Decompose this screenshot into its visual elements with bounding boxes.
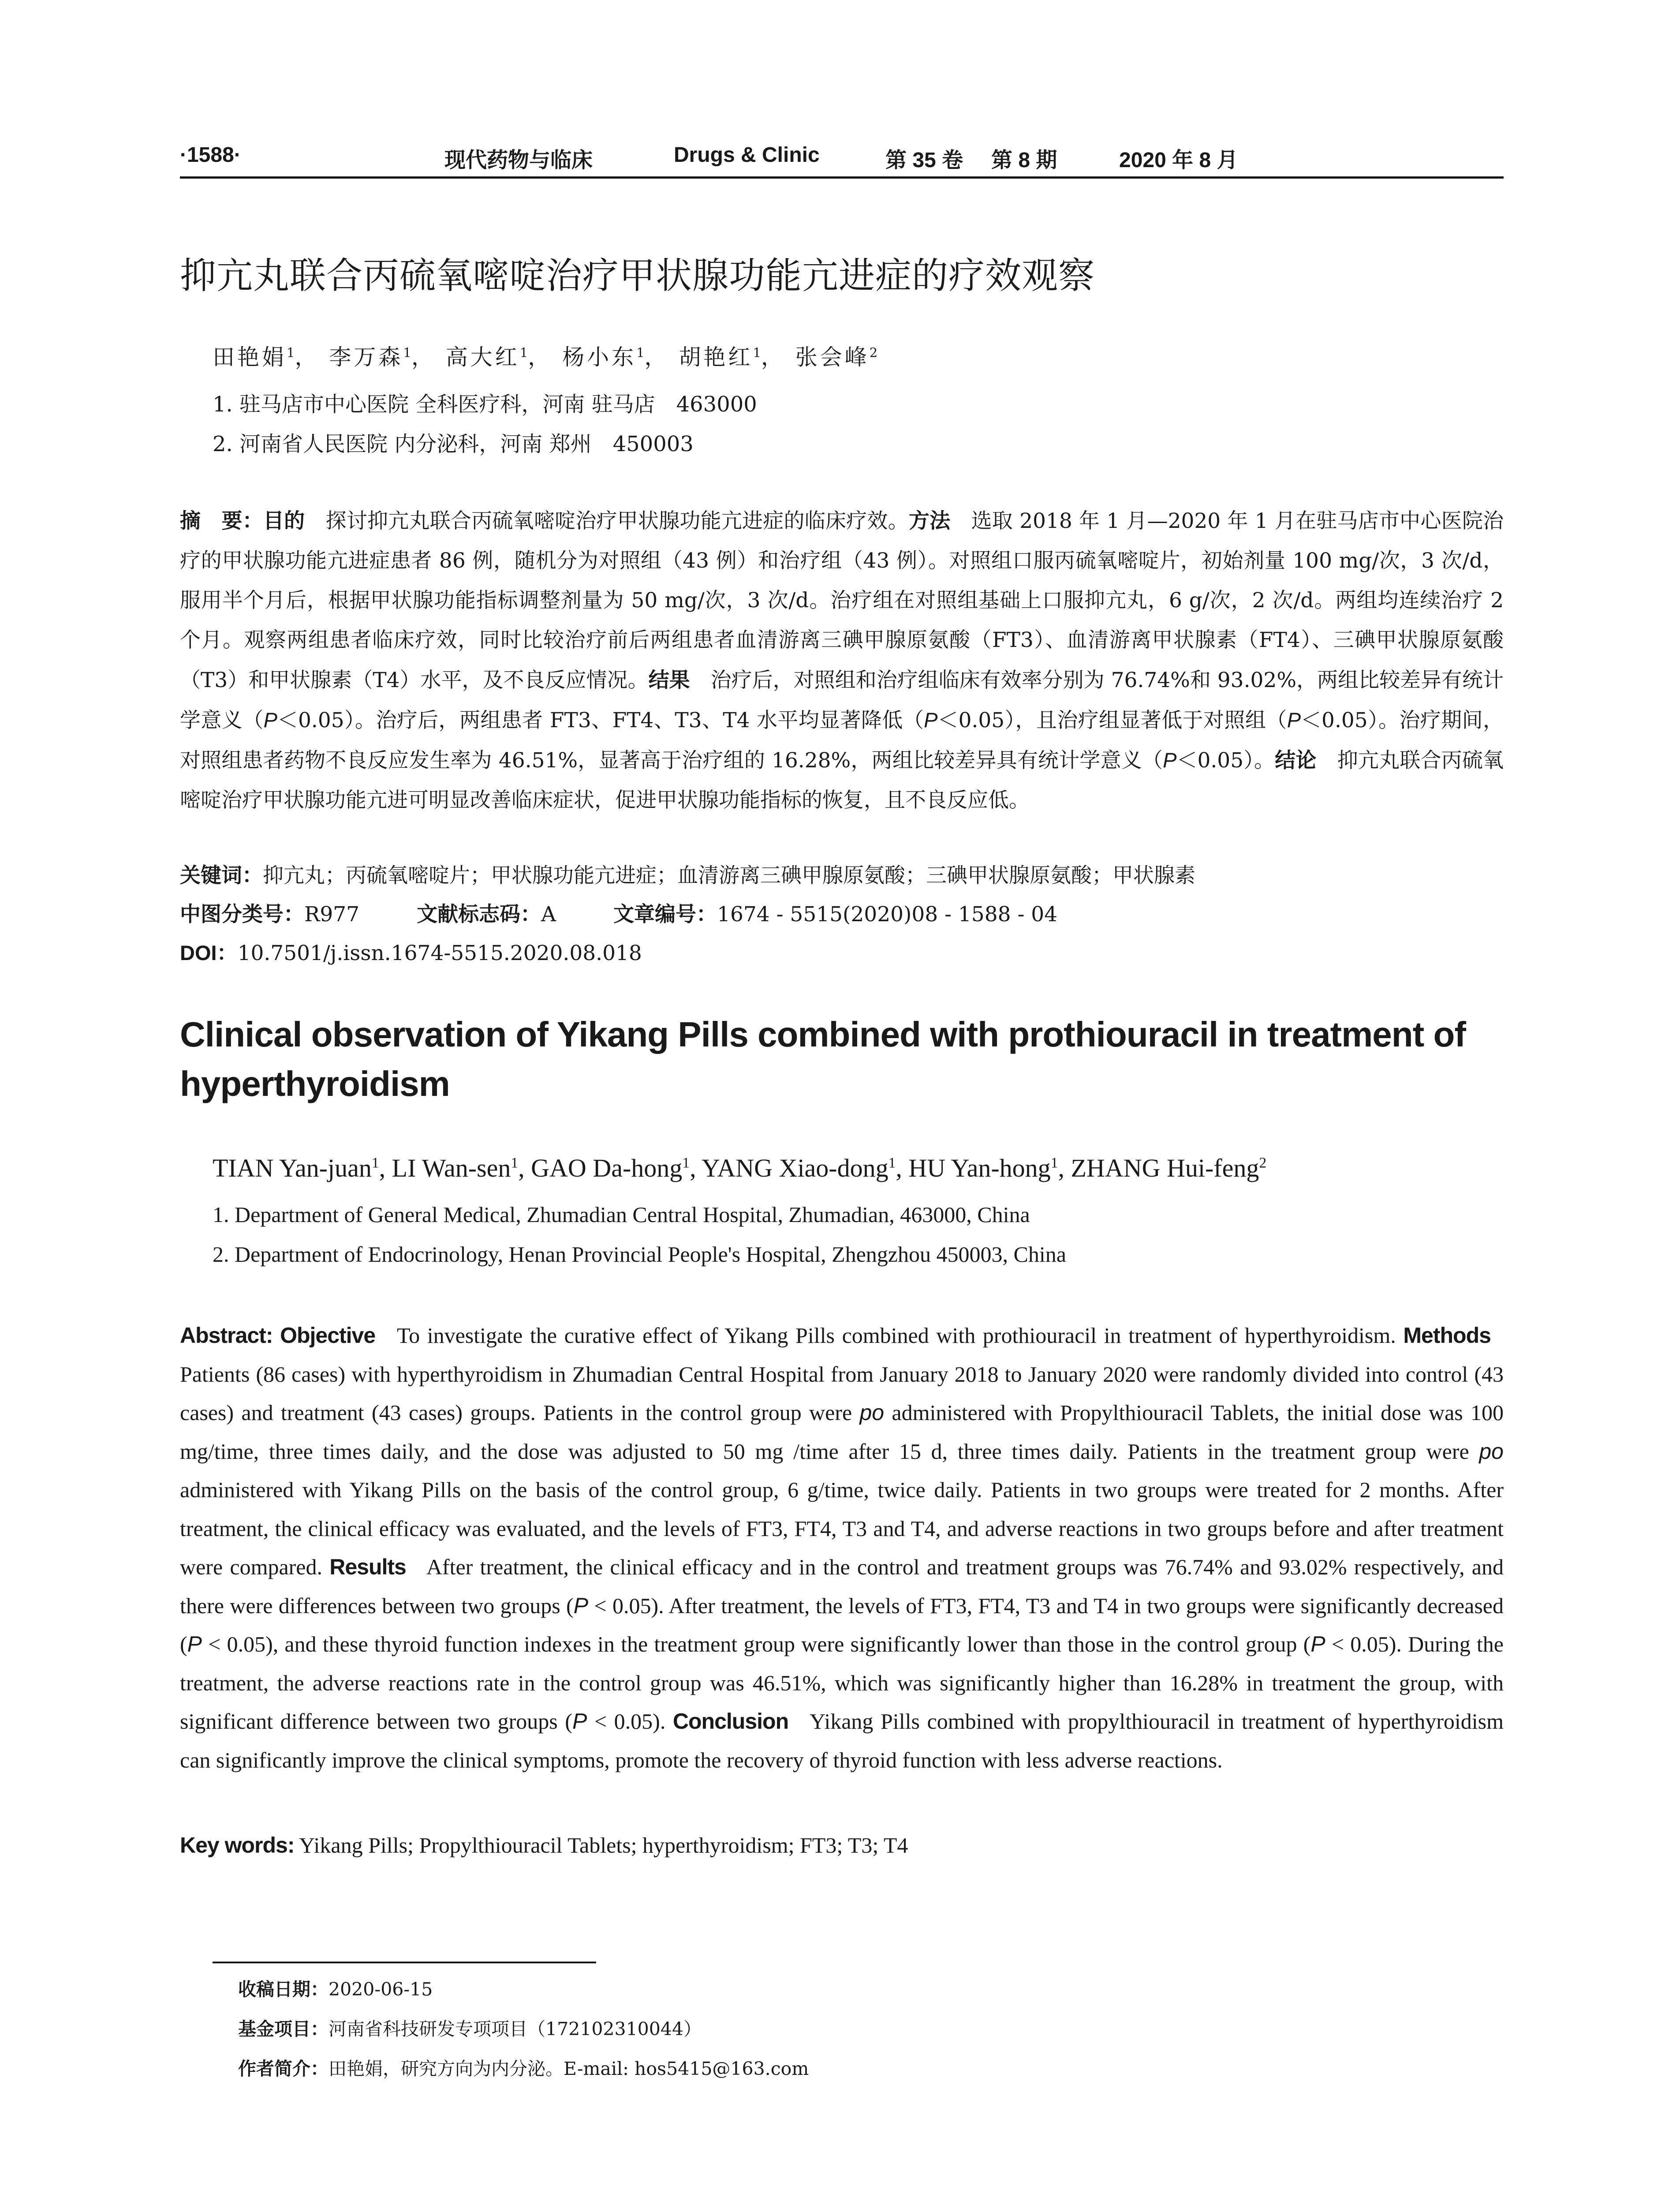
journal-name-cn: 现代药物与临床	[444, 148, 593, 172]
footnote-received	[238, 1975, 433, 2001]
doi-line	[180, 937, 642, 966]
en-methods-text: administered with Propylthiouracil Tablets, the initial dose was 100 mg/time, three times daily, and the dose was adjusted to 50 mg /time after 15 d, three times daily. Patients in the treatment group were	[180, 1400, 1504, 1464]
cn-author: 胡艳红$^1$	[679, 344, 761, 370]
p-value-symbol: P	[1310, 1632, 1325, 1656]
en-conclusion-text: Yikang Pills combined with propylthiouracil in treatment of hyperthyroidism can significantly improve the clinical symptoms, promote the recovery of thyroid function with less adverse reactions.	[180, 1709, 1504, 1772]
cn-affiliation: 1. 驻马店市中心医院 全科医疗科，河南 驻马店 463000	[213, 392, 757, 417]
cn-author: 田艳娟$^1$	[213, 344, 295, 370]
p-value-symbol: P	[1287, 708, 1301, 732]
cn-affiliation: 2. 河南省人民医院 内分泌科，河南 郑州 450003	[213, 432, 694, 456]
funding-text: 河南省科技研发专项项目（172102310044）	[329, 2018, 702, 2040]
cn-abstract	[180, 501, 1504, 820]
received-label: 收稿日期：	[238, 1979, 329, 1999]
header-rule	[180, 176, 1504, 179]
en-keywords-text: Yikang Pills; Propylthiouracil Tablets; hyperthyroidism; FT3; T3; T4	[299, 1833, 908, 1857]
cn-results-label: 结果	[648, 668, 690, 691]
en-affiliation: 2. Department of Endocrinology, Henan Provincial People's Hospital, Zhengzhou 450003, China	[213, 1242, 1066, 1267]
received-date: 2020-06-15	[329, 1979, 433, 2000]
en-results-text: < 0.05). After treatment, the levels of FT3, FT4, T3 and T4 in two groups were significantly decreased (	[180, 1593, 1504, 1656]
p-value-symbol: P	[1163, 748, 1177, 772]
cn-author: 李万森$^1$	[329, 344, 411, 370]
en-objective-text: To investigate the curative effect of Yikang Pills combined with prothiouracil in treatment of hyperthyroidism.	[397, 1323, 1396, 1348]
cn-keywords-label: 关键词：	[180, 863, 263, 887]
p-value-symbol: P	[187, 1632, 202, 1656]
p-value-symbol: P	[572, 1709, 587, 1734]
cn-keywords	[180, 859, 1195, 889]
p-value-symbol: P	[924, 708, 938, 732]
doc-code-label: 文献标志码：	[417, 902, 541, 926]
cn-abstract-label: 摘 要：	[180, 509, 263, 532]
cn-title: 抑亢丸联合丙硫氧嘧啶治疗甲状腺功能亢进症的疗效观察	[180, 256, 1095, 296]
po-abbrev: po	[1479, 1439, 1504, 1464]
cn-classification-line	[180, 898, 1057, 927]
issue-date: 2020 年 8 月	[1119, 149, 1238, 172]
running-header	[180, 140, 1504, 176]
cn-authors: 田艳娟$^1$， 李万森$^1$， 高大红$^1$， 杨小东$^1$， 胡艳红$^1$， 张会峰$^2$	[213, 344, 878, 370]
en-conclusion-label: Conclusion	[672, 1709, 789, 1734]
doc-code: A	[541, 902, 556, 927]
en-author: ZHANG Hui-feng$^2$	[1071, 1154, 1267, 1182]
en-methods-text: administered with Yikang Pills on the basis of the control group, 6 g/time, twice daily. Patients in two groups were treated for 2 months. After treatment, the clinical efficacy was evaluated, and the levels of FT3, FT4, T3 and T4, and adverse reactions in two groups before and after treatment were compared.	[180, 1477, 1504, 1579]
en-abstract	[180, 1316, 1504, 1779]
cn-conclusion-label: 结论	[1275, 748, 1317, 772]
author-bio-label: 作者简介：	[238, 2059, 329, 2079]
en-keywords-label: Key words:	[180, 1833, 295, 1857]
en-keywords	[180, 1832, 908, 1858]
page-number: ·1588·	[180, 143, 241, 167]
cn-objective-label: 目的	[263, 509, 305, 532]
en-methods-text: Patients (86 cases) with hyperthyroidism in Zhumadian Central Hospital from January 2018 to January 2020 were randomly divided into control (43 cases) and treatment (43 cases) groups. Patients in the control group were	[180, 1361, 1504, 1425]
cn-conclusion-text: 抑亢丸联合丙硫氧嘧啶治疗甲状腺功能亢进可明显改善临床症状，促进甲状腺功能指标的恢复，且不良反应低。	[180, 748, 1504, 812]
cn-results-text: ＜0.05）。	[1176, 748, 1275, 773]
en-results-text: After treatment, the clinical efficacy and in the control and treatment groups was 76.74% and 93.02% respectively, and there were differences between two groups (	[180, 1555, 1504, 1618]
p-value-symbol: P	[573, 1593, 589, 1618]
author-bio-text: 田艳娟，研究方向为内分泌。E-mail: hos5415@163.com	[329, 2058, 809, 2079]
en-results-text: < 0.05).	[594, 1709, 666, 1734]
footnote-rule	[213, 1962, 596, 1963]
en-methods-label: Methods	[1403, 1323, 1491, 1348]
clc-label: 中图分类号：	[180, 902, 304, 926]
en-abstract-label: Abstract:	[180, 1323, 273, 1348]
cn-keywords-text: 抑亢丸；丙硫氧嘧啶片；甲状腺功能亢进症；血清游离三碘甲腺原氨酸；三碘甲状腺原氨酸；甲状腺素	[263, 863, 1195, 888]
issue: 第 8 期	[991, 149, 1057, 172]
volume: 第 35 卷	[885, 149, 963, 172]
cn-methods-label: 方法	[908, 509, 951, 532]
footnote-author-bio	[238, 2054, 809, 2080]
doi-value: 10.7501/j.issn.1674-5515.2020.08.018	[237, 941, 642, 965]
cn-results-text: ＜0.05）。治疗期间，对照组患者药物不良反应发生率为 46.51%，显著高于治疗组的 16.28%，两组比较差异具有统计学意义（	[180, 708, 1504, 773]
cn-author: 高大红$^1$	[445, 344, 528, 370]
p-value-symbol: P	[263, 708, 277, 732]
cn-methods-text: 选取 2018 年 1 月—2020 年 1 月在驻马店市中心医院治疗的甲状腺功能亢进症患者 86 例，随机分为对照组（43 例）和治疗组（43 例）。对照组口服丙硫氧嘧啶片，初始剂量 100 mg/次，3 次/d，服用半个月后，根据甲状腺功能指标调整剂量为 50 mg/次，3 次/d。治疗组在对照组基础上口服抑亢丸，6 g/次，2 次/d。两组均连续治疗 2 个月。观察两组患者临床疗效，同时比较治疗前后两组患者血清游离三碘甲腺原氨酸（FT3）、血清游离甲状腺素（FT4）、三碘甲状腺原氨酸（T3）和甲状腺素（T4）水平，及不良反应情况。	[180, 509, 1504, 692]
en-results-label: Results	[329, 1555, 406, 1579]
en-author: LI Wan-sen$^1$	[392, 1154, 519, 1182]
clc-code: R977	[304, 902, 360, 927]
po-abbrev: po	[859, 1400, 885, 1425]
cn-objective-text: 探讨抑亢丸联合丙硫氧嘧啶治疗甲状腺功能亢进症的临床疗效。	[325, 509, 909, 533]
cn-author: 杨小东$^1$	[562, 344, 645, 370]
journal-name-en: Drugs & Clinic	[674, 143, 820, 167]
cn-results-text: ＜0.05）。治疗后，两组患者 FT3、FT4、T3、T4 水平均显著降低（	[277, 708, 924, 733]
en-author: GAO Da-hong$^1$	[531, 1154, 690, 1182]
en-results-text: < 0.05). During the treatment, the adverse reactions rate in the control group was 46.51%, which was significantly higher than 16.28% in treatment the group, with significant difference between two groups (	[180, 1632, 1504, 1734]
footnote-funding	[238, 2014, 702, 2041]
en-authors: TIAN Yan-juan$^1$, LI Wan-sen$^1$, GAO Da-hong$^1$, YANG Xiao-dong$^1$, HU Yan-hong$^1$, ZHANG Hui-feng$^2$	[213, 1154, 1267, 1182]
article-number-label: 文章编号：	[613, 902, 717, 926]
cn-results-text: 治疗后，对照组和治疗组临床有效率分别为 76.74%和 93.02%，两组比较差异有统计学意义（	[180, 668, 1504, 733]
cn-author: 张会峰$^2$	[795, 344, 878, 370]
en-author: TIAN Yan-juan$^1$	[213, 1154, 379, 1182]
doi-label: DOI：	[180, 941, 238, 964]
en-title: Clinical observation of Yikang Pills combined with prothiouracil in treatment of hyperthyroidism	[180, 1015, 1466, 1103]
en-author: YANG Xiao-dong$^1$	[701, 1154, 896, 1182]
en-results-text: < 0.05), and these thyroid function indexes in the treatment group were significantly lower than those in the control group (	[208, 1632, 1311, 1656]
en-objective-label: Objective	[280, 1323, 376, 1348]
cn-results-text: ＜0.05），且治疗组显著低于对照组（	[937, 708, 1287, 733]
en-author: HU Yan-hong$^1$	[908, 1154, 1058, 1182]
article-number: 1674 - 5515(2020)08 - 1588 - 04	[717, 902, 1058, 927]
en-affiliation: 1. Department of General Medical, Zhumadian Central Hospital, Zhumadian, 463000, China	[213, 1202, 1030, 1227]
funding-label: 基金项目：	[238, 2019, 329, 2039]
